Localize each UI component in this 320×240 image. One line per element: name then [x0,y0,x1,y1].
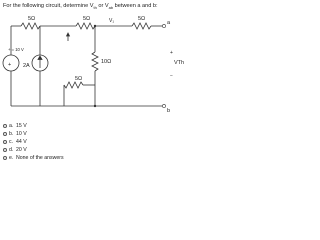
option-c[interactable] [3,138,123,146]
radio-c[interactable] [3,140,7,144]
option-a[interactable] [3,122,123,130]
resistor-top-mid [76,23,95,29]
label-plus-ab: + [170,50,173,56]
resistor-top-right [132,23,151,29]
question-prefix: For the following circuit, determine V [3,3,94,9]
label-vth: VTh [174,60,185,66]
label-r-bottom: 5Ω [75,76,83,82]
terminal-a-icon [162,24,165,27]
label-r-top-left: 5Ω [28,16,36,22]
label-r-top-mid: 5Ω [83,16,91,22]
node-bottom-dot [94,105,96,107]
radio-e[interactable] [3,156,7,160]
node-v1-dot [94,25,96,27]
resistor-top-left [21,23,40,29]
radio-d[interactable] [3,148,7,152]
small-arrow-icon [67,33,70,41]
circuit-diagram [0,11,200,121]
radio-b[interactable] [3,132,7,136]
option-d[interactable] [3,146,123,154]
answer-options [3,122,123,162]
radio-a[interactable] [3,124,7,128]
resistor-center [92,52,98,71]
question-sub-ab: ab [108,5,114,11]
option-d-letter: d. [9,147,14,153]
option-c-text: 44 V [16,139,27,145]
option-e[interactable] [3,154,123,162]
option-d-text: 20 V [16,147,27,153]
question-middle: or V [96,3,109,9]
label-terminal-b: b [167,108,171,114]
label-r-center: 10Ω [101,59,112,65]
option-a-text: 15 V [16,123,27,129]
question-sub-th: th [93,5,97,11]
question-suffix: between a and b: [113,3,158,9]
label-source-plus: + [8,62,12,68]
label-current-source: 2A [23,63,30,69]
current-arrow-icon [38,56,42,68]
label-minus-ab: − [170,73,173,79]
question-text [3,3,199,10]
label-r-top-right: 5Ω [138,16,146,22]
option-b[interactable] [3,130,123,138]
option-b-letter: b. [9,131,14,137]
option-b-text: 10 V [16,131,27,137]
option-a-letter: a. [9,123,14,129]
label-terminal-a: a [167,20,171,26]
option-e-text: None of the answers [16,155,64,161]
option-e-letter: e. [9,155,14,161]
label-vx: + = 10 V [8,47,24,52]
resistor-bottom [64,82,83,88]
option-c-letter: c. [9,139,14,145]
label-node-v1: V₁ [109,18,115,24]
terminal-b-icon [162,104,165,107]
